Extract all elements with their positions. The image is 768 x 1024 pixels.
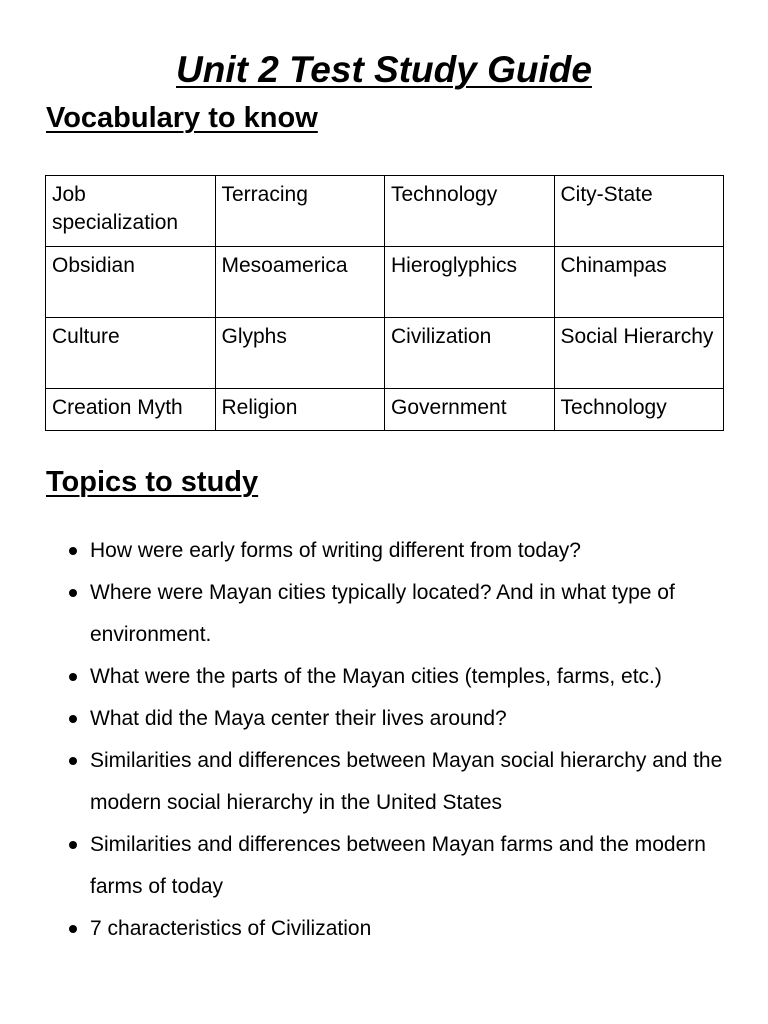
document-title: Unit 2 Test Study Guide (176, 49, 592, 90)
bullet-icon (69, 841, 77, 849)
bullet-icon (69, 757, 77, 765)
table-row (46, 389, 724, 431)
bullet-icon (69, 925, 77, 933)
list-item-text: 7 characteristics of Civilization (90, 917, 372, 940)
list-item (64, 908, 744, 950)
bullet-icon (69, 589, 77, 597)
topics-heading: Topics to study (46, 466, 259, 498)
table-cell: Terracing (215, 176, 385, 247)
vocabulary-heading: Vocabulary to know (46, 102, 318, 134)
table-row (46, 318, 724, 389)
table-cell: City-State (554, 176, 724, 247)
list-item (64, 572, 744, 656)
bullet-icon (69, 715, 77, 723)
table-row (46, 176, 724, 247)
table-cell: Social Hierarchy (554, 318, 724, 389)
table-cell: Government (385, 389, 555, 431)
list-item-text: How were early forms of writing different from today? (90, 539, 581, 562)
table-cell: Religion (215, 389, 385, 431)
table-cell: Chinampas (554, 247, 724, 318)
list-item-text: Similarities and differences between Mayan farms and the modern farms of today (90, 833, 706, 898)
table-row (46, 247, 724, 318)
list-item (64, 656, 744, 698)
table-cell: Culture (46, 318, 216, 389)
table-cell: Mesoamerica (215, 247, 385, 318)
table-cell: Job specialization (46, 176, 216, 247)
table-cell: Technology (554, 389, 724, 431)
table-cell: Technology (385, 176, 555, 247)
list-item-text: What did the Maya center their lives around? (90, 707, 507, 730)
table-cell: Creation Myth (46, 389, 216, 431)
list-item-text: What were the parts of the Mayan cities (temples, farms, etc.) (90, 665, 662, 688)
table-cell: Obsidian (46, 247, 216, 318)
table-cell: Civilization (385, 318, 555, 389)
list-item (64, 740, 744, 824)
bullet-icon (69, 673, 77, 681)
table-cell: Hieroglyphics (385, 247, 555, 318)
table-cell: Glyphs (215, 318, 385, 389)
list-item (64, 824, 744, 908)
list-item-text: Where were Mayan cities typically located? And in what type of environment. (90, 581, 675, 646)
vocabulary-table (45, 175, 724, 431)
list-item (64, 698, 744, 740)
list-item-text: Similarities and differences between Mayan social hierarchy and the modern social hierarchy in the United States (90, 749, 723, 814)
bullet-icon (69, 547, 77, 555)
topics-list (64, 530, 744, 950)
list-item (64, 530, 744, 572)
